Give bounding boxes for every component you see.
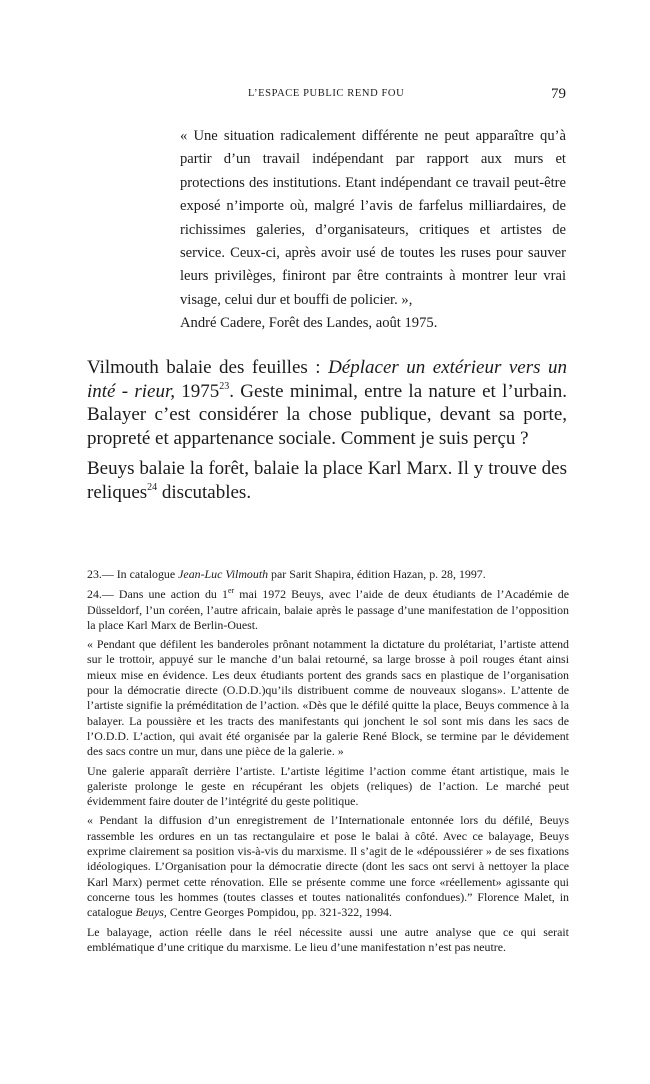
fn23-rest: par Sarit Shapira, édition Hazan, p. 28, 1997. — [268, 567, 486, 581]
footnote-24-commentary-2: Le balayage, action réelle dans le réel nécessite aussi une autre analyse que ce qui serait emblématique d’une critique du marxisme. Le lieu d’une manifestation n’est pas neutre. — [87, 924, 569, 954]
running-title: L’ESPACE PUBLIC REND FOU — [248, 88, 405, 99]
fn23-prefix: 23.— In catalogue — [87, 567, 179, 581]
footnote-24-commentary-1: Une galerie apparaît derrière l’artiste. L’artiste légitime l’action comme étant artistique, mais le galeriste prolonge le geste en récupérant les objets (reliques) de l’action. Le marché peut évidemment faire douter de l’intégrité du geste politique. — [87, 763, 569, 809]
fn24-ordinal: er — [227, 586, 235, 596]
p2-start: Beuys balaie la forêt, balaie la place Karl Marx. Il y trouve des reliques — [87, 458, 567, 503]
artwork-title: Déplacer un extérieur vers un inté - rieur, — [87, 357, 567, 402]
footnote-ref-23[interactable]: 23 — [219, 380, 230, 392]
paragraph-vilmouth — [87, 356, 567, 450]
page-number: 79 — [551, 86, 566, 102]
quote-attribution: André Cadere, Forêt des Landes, août 1975. — [180, 315, 438, 332]
footnote-ref-24[interactable]: 24 — [147, 481, 158, 493]
block-quote — [180, 125, 566, 336]
block3-main: « Pendant la diffusion d’un enregistrement de l’Internationale entonnée lors du défilé, Beuys rassemble les ordures en un tas rectangulaire et pose le balai à côté. Avec ce balayage, Beuys exprime clairement sa position vis-à-vis du marxisme. Il s’agit de le «dépoussiérer » de ses fixations idéologiques. L’Organisation pour la démocratie directe (dont les sacs ont servi à nettoyer la place Karl Marx) permet cette rénovation. Elle se présente comme une force «réellement» agissante qui concerne tous les hommes (toutes classes et toutes nationalités confondues).” Florence Malet, in catalogue — [87, 813, 569, 920]
running-header — [0, 86, 650, 106]
p1-year: 1975 — [175, 380, 220, 402]
footnotes — [87, 567, 569, 959]
footnote-24-quote-2 — [87, 813, 569, 920]
quote-text: « Une situation radicalement différente ne peut apparaître qu’à partir d’un travail indépendant par rapport aux murs et protections des institutions. Etant indépendant ce travail peut-être exposé n’importe où, malgré l’avis de farfelus milliardaires, de richissimes galeries, d’organisateurs, critiques et artistes de service. Ceux-ci, après avoir usé de toutes les ruses pour sauver leurs privilèges, finiront par être contraints à montrer leur vrai visage, celui dur et bouffi de policier. », — [180, 128, 566, 308]
p2-end: discutables. — [157, 481, 252, 503]
body-text — [87, 356, 567, 512]
p1-rest: . Geste minimal, entre la nature et l’urbain. Balayer c’est considérer la chose publique, devant sa porte, propreté et appartenance sociale. Comment je suis perçu ? — [87, 380, 568, 449]
fn24-rest: mai 1972 Beuys, avec l’aide de deux étudiants de l’Académie de Düsseldorf, l’un coréen, l’autre africain, balaie après le passage d’une manifestation de l’opposition la place Karl Marx de Berlin-Ouest. — [87, 587, 569, 632]
footnote-24-quote-1: « Pendant que défilent les banderoles prônant notamment la dictature du prolétariat, l’artiste attend sur le trottoir, appuyé sur le manche d’un balai retourné, sa large brosse à poil rouges étant ainsi mieux mise en évidence. Les deux étudiants portent des grands sacs en plastique de l’organisation pour la démocratie directe (O.D.D.)qu’ils distribuent comme de nouveaux slogans». L’attente de l’artiste signifie la préméditation de l’action. «Dès que le défilé quitte la place, Beuys commence à la balayer. La poussière et les tracts des manifestants qui jonchent le sol sont mis dans les sacs de l’O.D.D. L’action, qui avait été organisée par la galerie René Block, se termine par le dévidement des sacs contre un mur, dans une pièce de la galerie. » — [87, 637, 569, 759]
block3-end: Centre Georges Pompidou, pp. 321-322, 1994. — [166, 905, 392, 920]
footnote-24 — [87, 587, 569, 633]
block3-catalogue-title: Beuys, — [135, 905, 167, 920]
paragraph-beuys — [87, 457, 567, 504]
fn24-prefix: 24.— Dans une action du 1 — [87, 587, 228, 602]
p1-intro: Vilmouth balaie des feuilles : — [87, 357, 329, 378]
footnote-23 — [87, 567, 569, 582]
fn23-catalogue-title: Jean-Luc Vilmouth — [178, 567, 269, 581]
